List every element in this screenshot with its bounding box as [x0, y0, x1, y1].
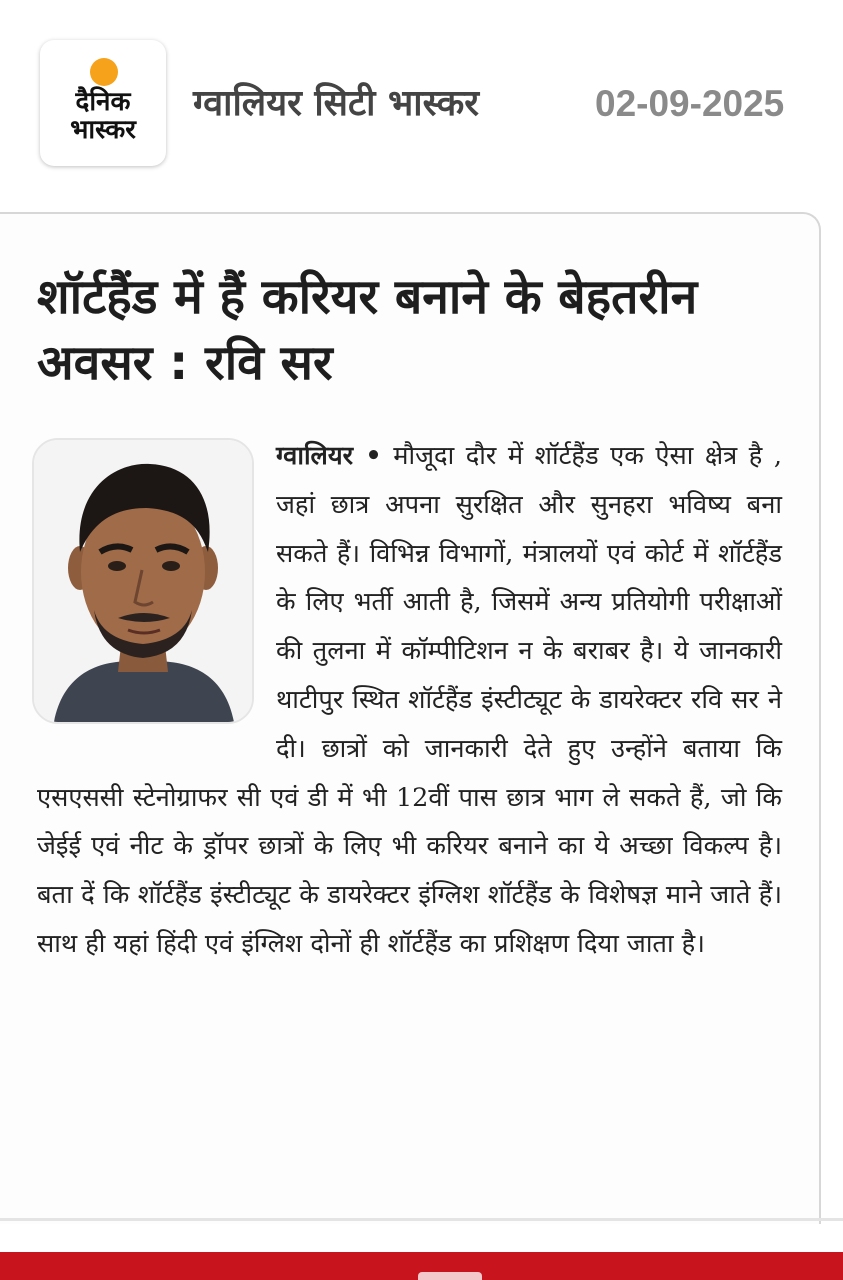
reporter-photo [32, 438, 254, 724]
article-text: मौजूदा दौर में शॉर्टहैंड एक ऐसा क्षेत्र है , जहां छात्र अपना सुरक्षित और सुनहरा भविष्य बना सकते हैं। विभिन्न विभागों, मंत्रालयों एवं कोर्ट में शॉर्टहैंड के लिए भर्ती आती है, जिसमें अन्य प्रतियोगी परीक्षाओं की तुलना में कॉम्पीटिशन न के बराबर है। ये जानकारी थाटीपुर स्थित शॉर्टहैंड इंस्टीट्यूट के डायरेक्टर रवि सर ने दी। छात्रों को जानकारी देते हुए उन्होंने बताया कि एसएससी स्टेनोग्राफर सी एवं डी में भी 12वीं पास छात्र भाग ले सकते हैं, जो कि जेईई एवं नीट के ड्रॉपर छात्रों के लिए भी करियर बनाने का ये अच्छा विकल्प है। बता दें कि शॉर्टहैंड इंस्टीट्यूट के डायरेक्टर इंग्लिश शॉर्टहैंड के विशेषज्ञ माने जाते हैं। साथ ही यहां हिंदी एवं इंग्लिश दोनों ही शॉर्टहैंड का प्रशिक्षण दिया जाता है। [37, 441, 782, 959]
bottom-divider [0, 1218, 843, 1221]
article-headline: शॉर्टहैंड में हैं करियर बनाने के बेहतरीन अवसर : रवि सर [37, 269, 698, 391]
edition-header [0, 0, 843, 200]
logo-wordmark: दैनिक भास्कर [70, 87, 136, 145]
bottom-tab-indicator-icon [418, 1272, 482, 1280]
dainik-bhaskar-logo[interactable] [40, 40, 166, 166]
edition-title: ग्वालियर सिटी भास्कर [193, 83, 479, 124]
article-dateline: ग्वालियर • [276, 441, 382, 471]
news-clipping[interactable] [0, 212, 821, 1224]
article-body [37, 432, 782, 969]
edition-date: 02-09-2025 [595, 83, 785, 124]
person-portrait-icon [34, 440, 252, 722]
sun-logo-icon [90, 58, 118, 86]
